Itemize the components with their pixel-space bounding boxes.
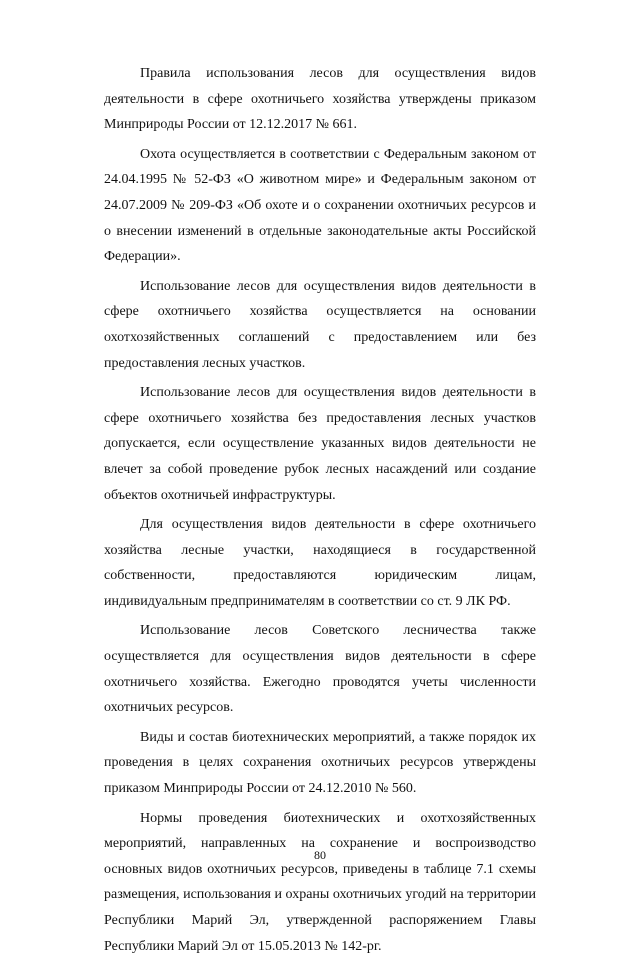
paragraph-measure-norms: Нормы проведения биотехнических и охотхозяйственных мероприятий, направленных на сохранение и воспроизводство основных видов охотничьих ресурсов, приведены в таблице 7.1 схемы размещения, использования и охраны охотничьих угодий на территории Республики Марий Эл, утвержденной распоряжением Главы Республики Марий Эл от 15.05.2013 № 142-рг. bbox=[104, 810, 536, 954]
paragraph-forest-use-rules: Правила использования лесов для осуществления видов деятельности в сфере охотничьего хозяйства утверждены приказом Минприроды России от 12.12.2017 № 661. bbox=[104, 66, 536, 133]
paragraph-sovetsky-forestry: Использование лесов Советского лесничества также осуществляется для осуществления видов деятельности в сфере охотничьего хозяйства. Ежегодно проводятся учеты численности охотничьих ресурсов. bbox=[104, 623, 536, 716]
paragraph-use-without-plots: Использование лесов для осуществления видов деятельности в сфере охотничьего хозяйства без предоставления лесных участков допускается, если осуществление указанных видов деятельности не влечет за собой проведение рубок лесных насаждений или создание объектов охотничьей инфраструктуры. bbox=[104, 385, 536, 503]
paragraph-biotechnical-measures: Виды и состав биотехнических мероприятий, а также порядок их проведения в целях сохранения охотничьих ресурсов утверждены приказом Минприроды России от 24.12.2010 № 560. bbox=[104, 729, 536, 797]
paragraph-hunting-laws: Охота осуществляется в соответствии с Федеральным законом от 24.04.1995 № 52-ФЗ «О животном мире» и Федеральным законом от 24.07.2009 № 209-ФЗ «Об охоте и о сохранении охотничьих ресурсов и о внесении изменений в отдельные законодательные акты Российской Федерации». bbox=[104, 146, 536, 265]
document-body bbox=[104, 61, 536, 959]
paragraph-hunting-agreements: Использование лесов для осуществления видов деятельности в сфере охотничьего хозяйства осуществляется на основании охотхозяйственных соглашений с предоставлением или без предоставления лесных участков. bbox=[104, 278, 536, 371]
page-number: 80 bbox=[314, 848, 326, 862]
paragraph-plot-provision: Для осуществления видов деятельности в сфере охотничьего хозяйства лесные участки, находящиеся в государственной собственности, предоставляются юридическим лицам, индивидуальным предпринимателям в соответствии со ст. 9 ЛК РФ. bbox=[104, 517, 536, 609]
